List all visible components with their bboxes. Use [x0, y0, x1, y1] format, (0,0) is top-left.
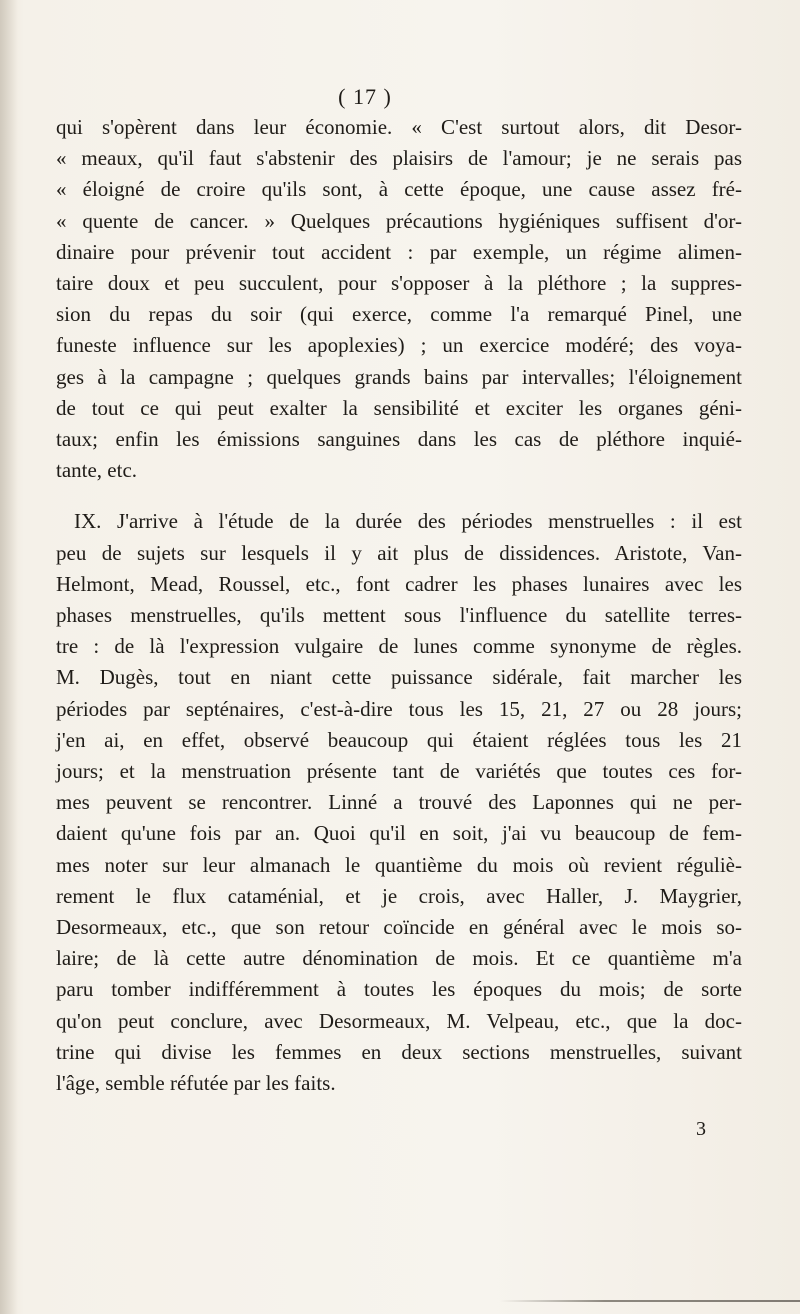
text-line: « éloigné de croire qu'ils sont, à cette époque, une cause assez fré- — [56, 177, 742, 202]
text-line: IX. J'arrive à l'étude de la durée des périodes menstruelles : il est — [74, 509, 742, 534]
text-line: taux; enfin les émissions sanguines dans les cas de pléthore inquié- — [56, 427, 742, 452]
text-line: sion du repas du soir (qui exerce, comme l'a remarqué Pinel, une — [56, 302, 742, 327]
text-line: tre : de là l'expression vulgaire de lunes comme synonyme de règles. — [56, 634, 742, 659]
text-line: ges à la campagne ; quelques grands bains par intervalles; l'éloignement — [56, 364, 742, 389]
text-line: taire doux et peu succulent, pour s'opposer à la pléthore ; la suppres- — [56, 271, 742, 296]
text-line: laire; de là cette autre dénomination de mois. Et ce quantième m'a — [56, 946, 742, 971]
text-line: j'en ai, en effet, observé beaucoup qui étaient réglées tous les 21 — [56, 727, 742, 752]
text-line: « meaux, qu'il faut s'abstenir des plaisirs de l'amour; je ne serais pas — [56, 146, 742, 171]
page-number: ( 17 ) — [338, 84, 392, 109]
text-line: tante, etc. — [56, 458, 138, 483]
text-line: Desormeaux, etc., que son retour coïncide en général avec le mois so- — [56, 915, 742, 940]
text-line: rement le flux cataménial, et je crois, avec Haller, J. Maygrier, — [56, 883, 742, 908]
text-line: Helmont, Mead, Roussel, etc., font cadrer les phases lunaires avec les — [56, 571, 742, 596]
text-line: de tout ce qui peut exalter la sensibilité et exciter les organes géni- — [56, 395, 742, 420]
text-line: trine qui divise les femmes en deux sections menstruelles, suivant — [56, 1039, 742, 1064]
text-line: daient qu'une fois par an. Quoi qu'il en soit, j'ai vu beaucoup de fem- — [56, 821, 742, 846]
text-line: peu de sujets sur lesquels il y ait plus de dissidences. Aristote, Van- — [56, 540, 742, 565]
text-line: phases menstruelles, qu'ils mettent sous l'influence du satellite terres- — [56, 603, 742, 628]
text-line: qui s'opèrent dans leur économie. « C'est surtout alors, dit Desor- — [56, 115, 742, 139]
text-line: M. Dugès, tout en niant cette puissance sidérale, fait marcher les — [56, 665, 742, 690]
text-line: l'âge, semble réfutée par les faits. — [56, 1071, 336, 1096]
text-line: périodes par septénaires, c'est-à-dire tous les 15, 21, 27 ou 28 jours; — [56, 696, 742, 721]
text-line: « quente de cancer. » Quelques précautions hygiéniques suffisent d'or- — [56, 208, 742, 233]
text-line: dinaire pour prévenir tout accident : par exemple, un régime alimen- — [56, 239, 742, 264]
page-gutter-shadow — [0, 0, 18, 1314]
text-line: qu'on peut conclure, avec Desormeaux, M. Velpeau, etc., que la doc- — [56, 1008, 742, 1033]
text-line: mes peuvent se rencontrer. Linné a trouvé des Laponnes qui ne per- — [56, 790, 742, 815]
text-line: funeste influence sur les apoplexies) ; un exercice modéré; des voya- — [56, 333, 742, 358]
sheet-number: 3 — [696, 1118, 706, 1140]
text-line: paru tomber indifféremment à toutes les époques du mois; de sorte — [56, 977, 742, 1002]
body-text — [56, 112, 742, 1099]
bottom-rule — [500, 1300, 800, 1302]
paragraph-1 — [56, 112, 742, 486]
text-line: jours; et la menstruation présente tant de variétés que toutes ces for- — [56, 759, 742, 784]
text-line: mes noter sur leur almanach le quantième du mois où revient réguliè- — [56, 852, 742, 877]
paragraph-2 — [56, 506, 742, 1099]
